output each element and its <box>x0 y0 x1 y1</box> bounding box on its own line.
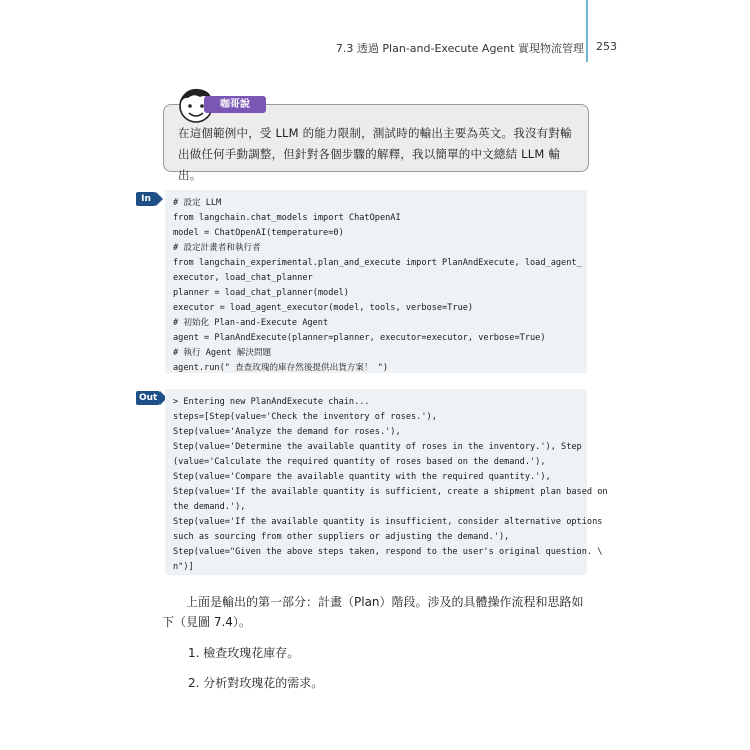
list-item: 1. 檢查玫瑰花庫存。 <box>188 646 300 660</box>
in-code-line: # 設定計畫者和執行者 <box>173 243 261 253</box>
out-code-line: such as sourcing from other suppliers or adjusting the demand.'), <box>173 532 510 542</box>
in-code-line: # 設定 LLM <box>173 198 222 208</box>
out-code-line: Step(value='Compare the available quantity with the required quantity.'), <box>173 472 551 482</box>
out-badge-label: Out <box>136 391 160 405</box>
body-paragraph <box>162 592 592 632</box>
callout-box <box>163 104 589 182</box>
out-code-line: Step(value='If the available quantity is sufficient, create a shipment plan based on <box>173 487 608 497</box>
in-code-line: # 初始化 Plan-and-Execute Agent <box>173 318 329 328</box>
page-number: 253 <box>596 40 617 53</box>
out-code-line: steps=[Step(value='Check the inventory of roses.'), <box>173 412 437 422</box>
list-item: 2. 分析對玫瑰花的需求。 <box>188 676 324 690</box>
in-code-line: executor, load_chat_planner <box>173 273 313 283</box>
output-code-block <box>165 389 608 575</box>
in-code-line: planner = load_chat_planner(model) <box>173 288 349 298</box>
out-code-line: Step(value='If the available quantity is insufficient, consider alternative options <box>173 517 603 527</box>
out-code-line: Step(value="Given the above steps taken, respond to the user's original question. \ <box>173 547 603 557</box>
in-badge-arrow-icon <box>156 192 163 206</box>
out-code-line: Step(value='Analyze the demand for roses.'), <box>173 427 401 437</box>
out-code-line: Step(value='Determine the available quantity of roses in the inventory.'), Step <box>173 442 582 452</box>
in-code-line: agent.run(" 查查玫瑰的庫存然後提供出貨方案！ ") <box>173 363 389 373</box>
in-code-line: agent = PlanAndExecute(planner=planner, executor=executor, verbose=True) <box>173 333 546 343</box>
callout-tag: 咖哥說 <box>204 96 266 113</box>
header-divider <box>586 0 588 62</box>
in-code-line: executor = load_agent_executor(model, tools, verbose=True) <box>173 303 474 313</box>
out-code-line: > Entering new PlanAndExecute chain... <box>173 397 370 407</box>
callout-text: 在這個範例中，受 LLM 的能力限制，測試時的輸出主要為英文。我沒有對輸出做任何手動調整，但針對各個步驟的解釋，我以簡單的中文總結 LLM 輸出。 <box>178 126 572 182</box>
in-code-line: model = ChatOpenAI(temperature=0) <box>173 228 344 238</box>
out-code-line: the demand.'), <box>173 502 246 512</box>
out-code-line: (value='Calculate the required quantity of roses based on the demand.'), <box>173 457 546 467</box>
out-code-line: n")] <box>173 562 194 572</box>
in-code-line: from langchain.chat_models import ChatOpenAI <box>173 213 401 223</box>
in-badge-label: In <box>136 192 156 206</box>
body-paragraph-text: 上面是輸出的第一部分：計畫（Plan）階段。涉及的具體操作流程和思路如下（見圖 7.4）。 <box>162 595 584 629</box>
running-header-title: 7.3 透過 Plan-and-Execute Agent 實現物流管理 <box>335 42 584 55</box>
input-code-block <box>165 190 587 373</box>
in-code-line: from langchain_experimental.plan_and_execute import PlanAndExecute, load_agent_ <box>173 258 582 268</box>
in-code-line: # 執行 Agent 解決問題 <box>173 348 272 358</box>
